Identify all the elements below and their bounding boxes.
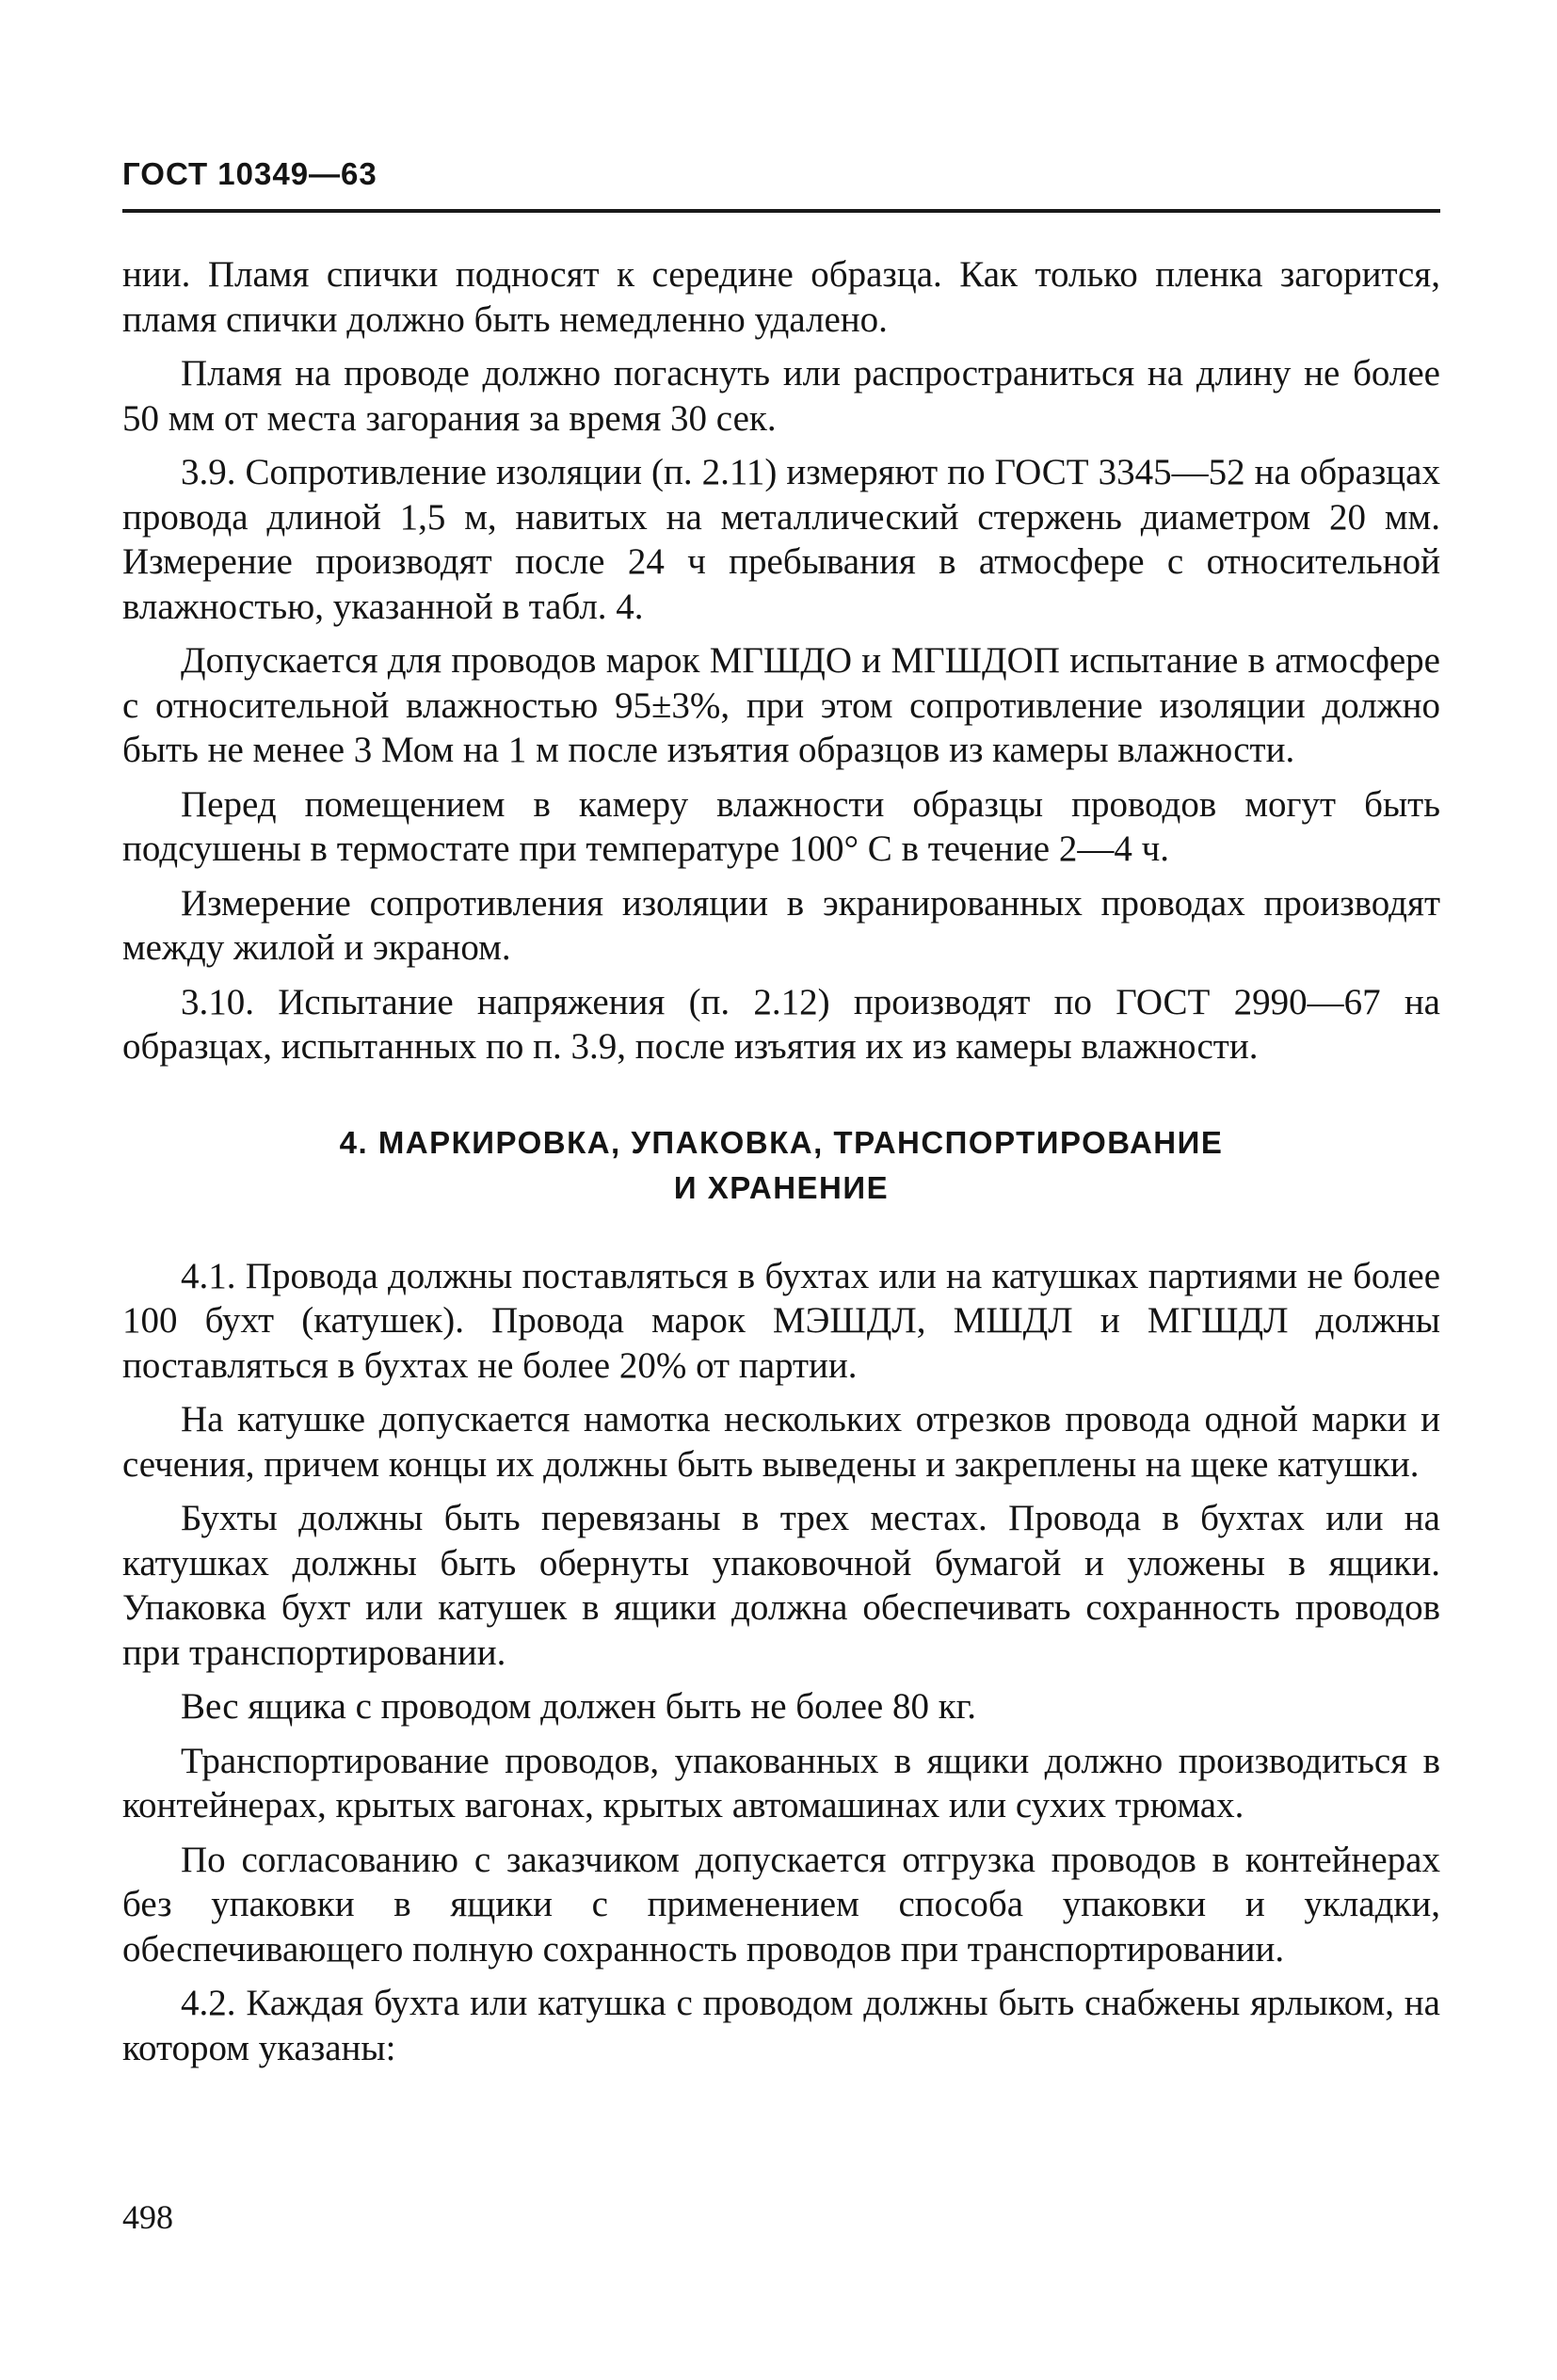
paragraph: Допускается для проводов марок МГШДО и МГШДОП испытание в атмосфере с относительной влажностью 95±3%, при этом сопротивление изоляции должно быть не менее 3 Мом на 1 м после изъятия образцов из камеры влажности.: [122, 640, 1440, 770]
paragraph: Пламя на проводе должно погаснуть или распространиться на длину не более 50 мм от места загорания за время 30 сек.: [122, 353, 1440, 439]
paragraph: Измерение сопротивления изоляции в экранированных проводах производят между жилой и экраном.: [122, 882, 1440, 968]
document-header: ГОСТ 10349—63: [122, 156, 377, 191]
header-rule: [122, 209, 1440, 213]
section-heading-line: И ХРАНЕНИЕ: [673, 1169, 890, 1205]
paragraph: 3.9. Сопротивление изоляции (п. 2.11) измеряют по ГОСТ 3345—52 на образцах провода длиной 1,5 м, навитых на металлический стержень диаметром 20 мм. Измерение производят после 24 ч пребывания в атмосфере с относительной влажностью, указанной в табл. 4.: [122, 452, 1440, 627]
paragraph: Бухты должны быть перевязаны в трех местах. Провода в бухтах или на катушках должны быть обернуты упаковочной бумагой и уложены в ящики. Упаковка бухт или катушек в ящики должна обеспечивать сохранность проводов при транспортировании.: [122, 1498, 1440, 1673]
paragraph: 3.10. Испытание напряжения (п. 2.12) производят по ГОСТ 2990—67 на образцах, испытанных по п. 3.9, после изъятия их из камеры влажности.: [122, 981, 1440, 1067]
paragraph: 4.2. Каждая бухта или катушка с проводом должны быть снабжены ярлыком, на котором указаны:: [122, 1983, 1440, 2068]
paragraph: По согласованию с заказчиком допускается отгрузка проводов в контейнерах без упаковки в ящики с применением способа упаковки и укладки, обеспечивающего полную сохранность проводов при транспортировании.: [122, 1839, 1440, 1970]
body-text: [122, 252, 1440, 2070]
paragraph: Транспортирование проводов, упакованных в ящики должно производиться в контейнерах, крытых вагонах, крытых автомашинах или сухих трюмах.: [122, 1740, 1440, 1825]
section-heading: [122, 1120, 1440, 1211]
paragraph: Перед помещением в камеру влажности образцы проводов могут быть подсушены в термостате при температуре 100° С в течение 2—4 ч.: [122, 783, 1440, 869]
paragraph: Вес ящика с проводом должен быть не более 80 кг.: [181, 1686, 977, 1727]
paragraph: На катушке допускается намотка нескольких отрезков провода одной марки и сечения, причем концы их должны быть выведены и закреплены на щеке катушки.: [122, 1399, 1440, 1485]
paragraph: 4.1. Провода должны поставляться в бухтах или на катушках партиями не более 100 бухт (катушек). Провода марок МЭШДЛ, МШДЛ и МГШДЛ должны поставляться в бухтах не более 20% от партии.: [122, 1255, 1440, 1386]
paragraph: нии. Пламя спички подносят к середине образца. Как только пленка загорится, пламя спички должно быть немедленно удалено.: [122, 254, 1440, 340]
section-heading-line: 4. МАРКИРОВКА, УПАКОВКА, ТРАНСПОРТИРОВАНИЕ: [339, 1124, 1224, 1160]
page-number: 498: [122, 2198, 173, 2236]
